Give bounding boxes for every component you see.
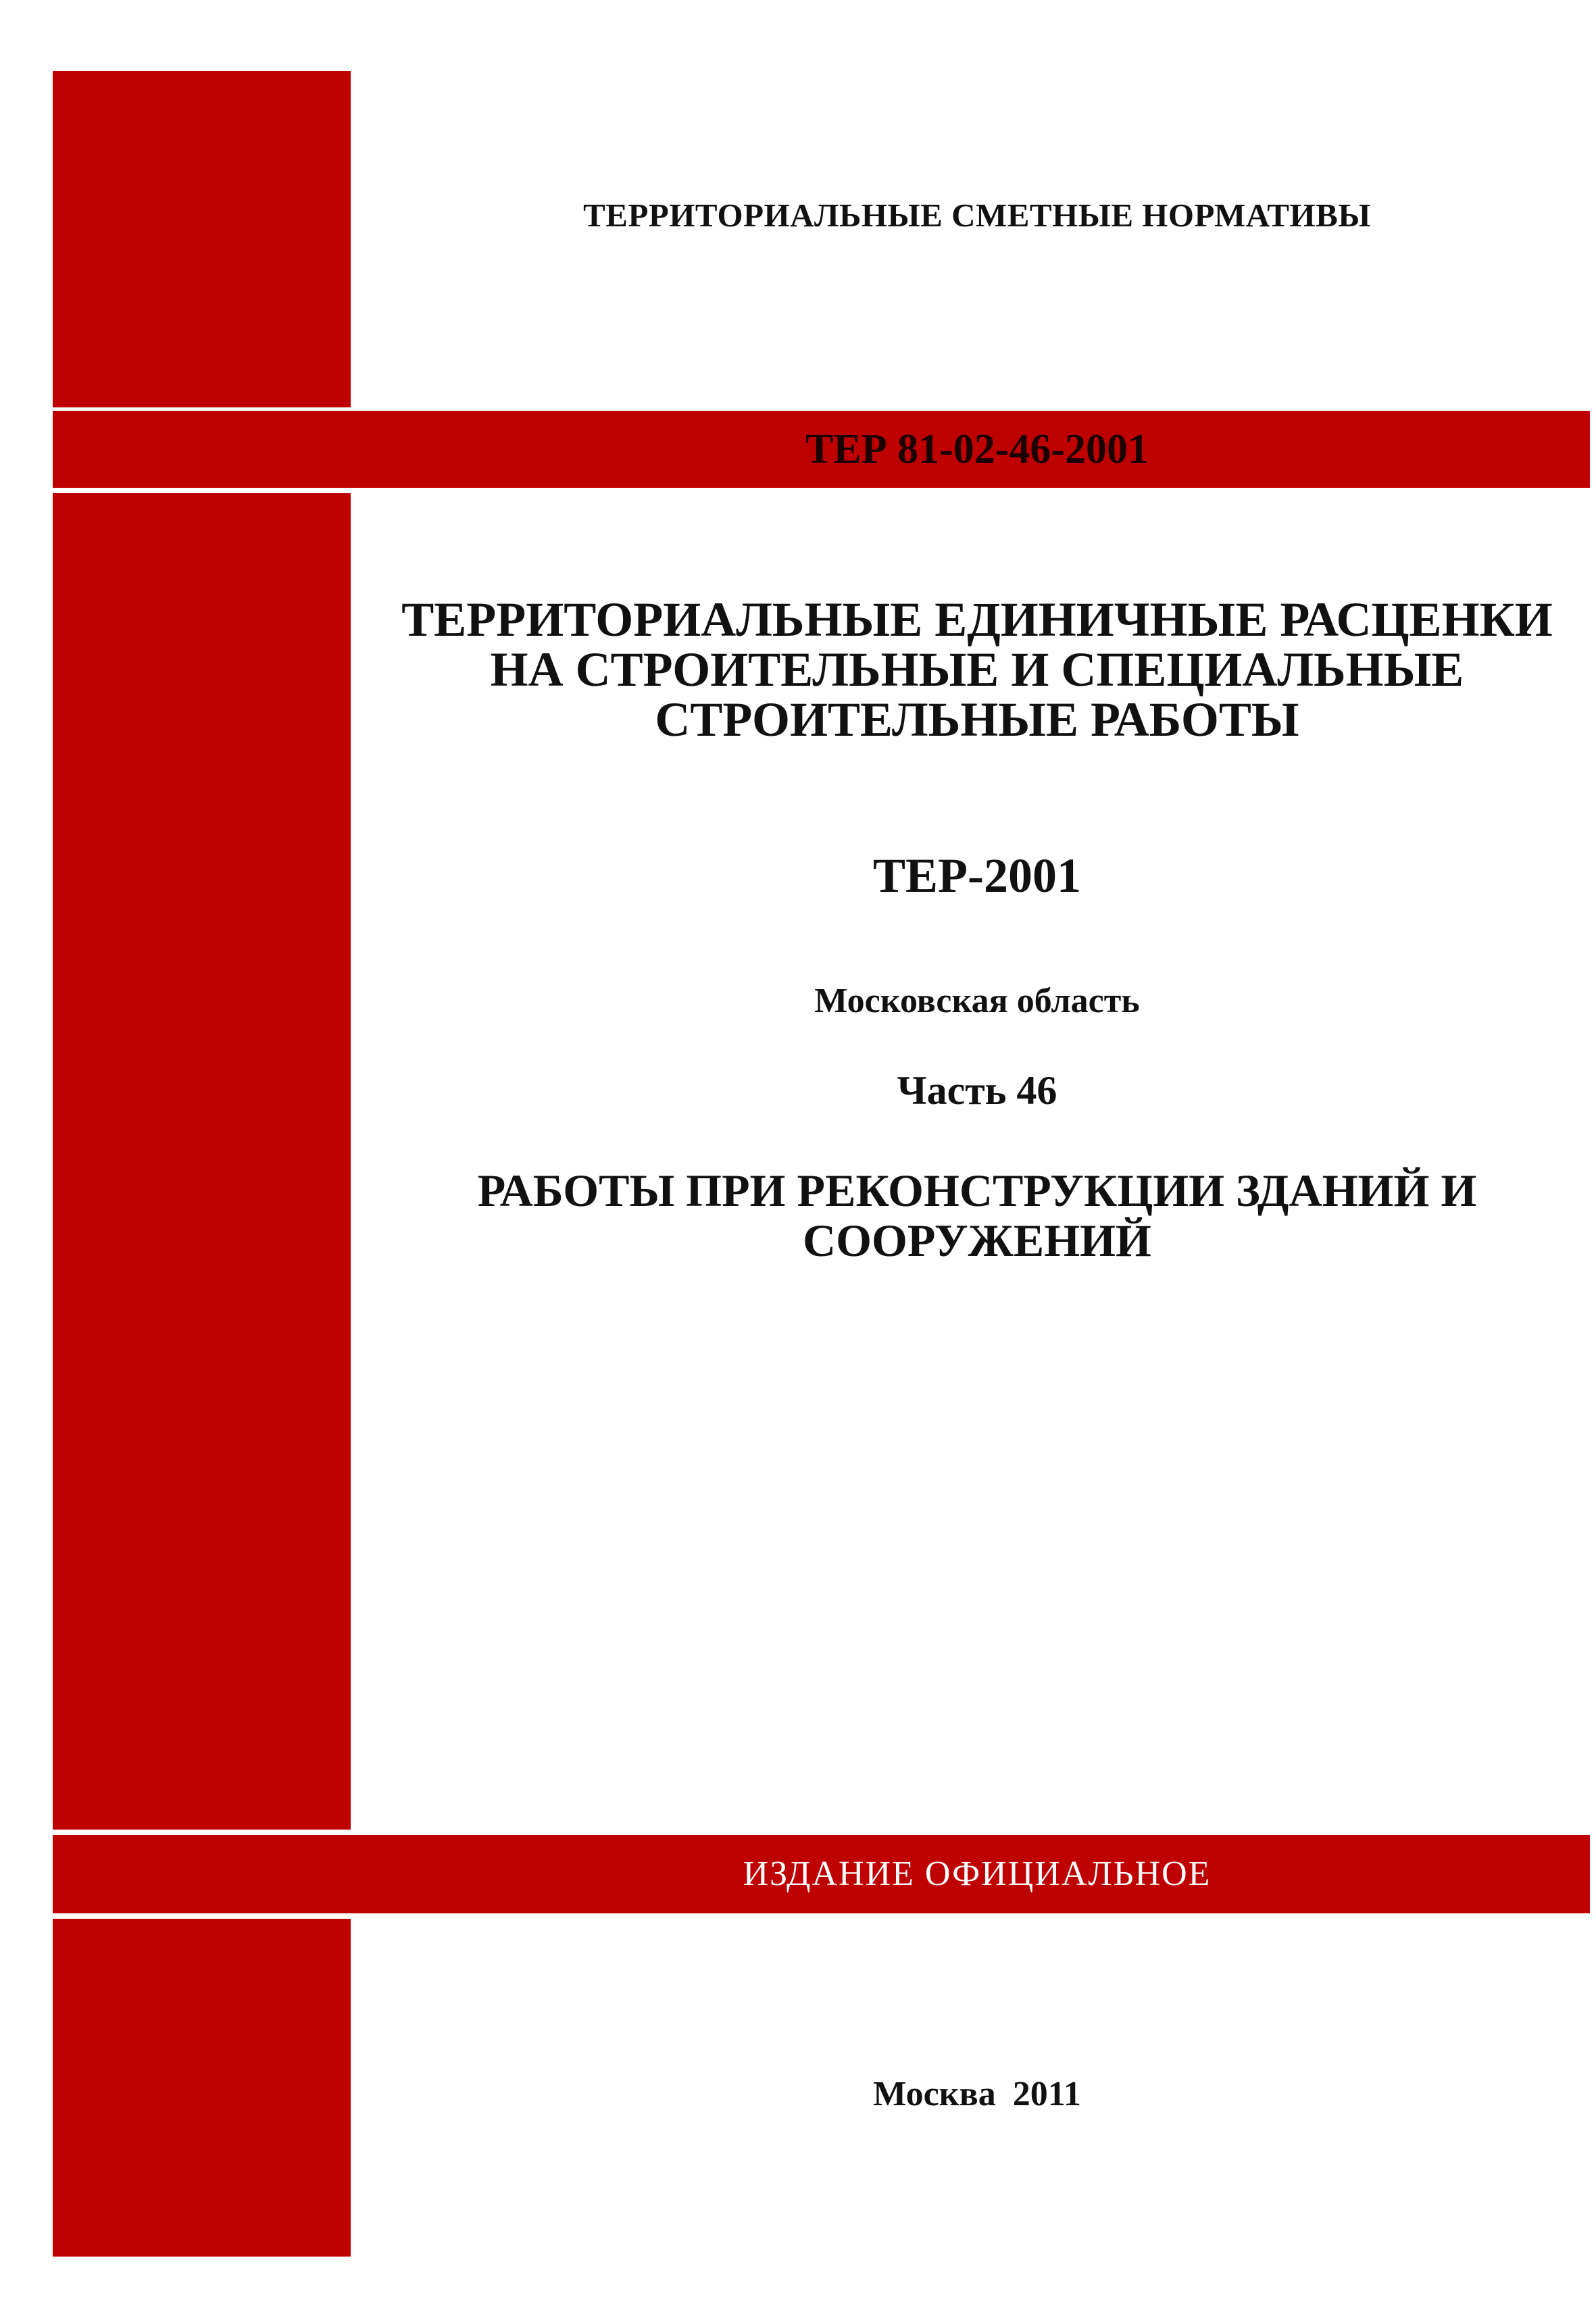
document-code: ТЕР 81-02-46-2001 xyxy=(805,426,1149,472)
main-title-line: ТЕРРИТОРИАЛЬНЫЕ ЕДИНИЧНЫЕ РАСЦЕНКИ xyxy=(401,593,1553,647)
part-title-line: РАБОТЫ ПРИ РЕКОНСТРУКЦИИ ЗДАНИЙ И xyxy=(477,1165,1477,1216)
red-column-top xyxy=(53,71,351,407)
main-title-line: НА СТРОИТЕЛЬНЫЕ И СПЕЦИАЛЬНЫЕ xyxy=(490,643,1464,697)
part-number: Часть 46 xyxy=(897,1068,1057,1113)
series-label: ТЕР-2001 xyxy=(872,849,1081,903)
main-title xyxy=(351,595,1596,745)
part-title xyxy=(351,1165,1596,1265)
edition-label: ИЗДАНИЕ ОФИЦИАЛЬНОЕ xyxy=(743,1855,1212,1893)
main-title-line: СТРОИТЕЛЬНЫЕ РАБОТЫ xyxy=(655,693,1299,747)
region-label: Московская область xyxy=(814,982,1140,1020)
city-year: Москва 2011 xyxy=(873,2075,1081,2113)
red-column-bottom xyxy=(53,1919,351,2257)
red-column-middle xyxy=(53,493,351,1830)
part-title-line: СООРУЖЕНИЙ xyxy=(803,1215,1151,1266)
cover-header: ТЕРРИТОРИАЛЬНЫЕ СМЕТНЫЕ НОРМАТИВЫ xyxy=(583,197,1371,234)
